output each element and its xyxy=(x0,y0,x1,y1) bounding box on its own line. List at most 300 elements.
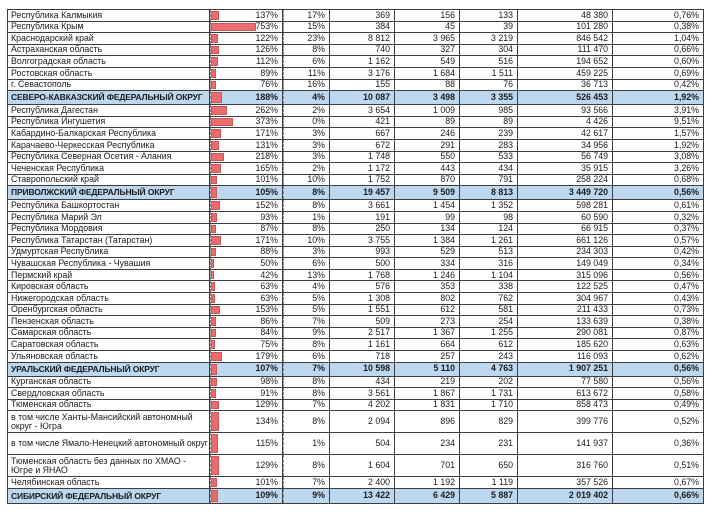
bar-cell[interactable] xyxy=(210,175,283,186)
percent-cell[interactable]: 4% xyxy=(283,281,330,292)
value-cell-4[interactable]: 315 096 xyxy=(518,270,613,281)
value-cell-3[interactable]: 1 710 xyxy=(460,400,518,411)
value-cell-1[interactable]: 576 xyxy=(330,281,395,292)
value-cell-1[interactable]: 421 xyxy=(330,117,395,128)
percent-cell[interactable]: 3% xyxy=(283,140,330,151)
value-cell-3[interactable]: 3 355 xyxy=(460,91,518,104)
percent-cell[interactable]: 23% xyxy=(283,33,330,44)
value-cell-3[interactable]: 516 xyxy=(460,56,518,67)
share-percent-cell[interactable]: 0,58% xyxy=(674,388,699,398)
value-cell-2[interactable]: 89 xyxy=(395,117,460,128)
percent-cell[interactable]: 2% xyxy=(283,163,330,174)
value-cell-3[interactable]: 3 219 xyxy=(460,33,518,44)
share-percent-cell[interactable]: 0,68% xyxy=(674,174,699,185)
share-percent-cell[interactable]: 0,43% xyxy=(674,293,699,303)
percent-cell[interactable]: 2% xyxy=(283,105,330,116)
region-name-cell[interactable]: Волгоградская область xyxy=(8,56,210,67)
region-name-cell[interactable]: Свердловская область xyxy=(8,388,210,399)
value-cell-1[interactable]: 8 812 xyxy=(330,33,395,44)
value-cell-1[interactable]: 1 768 xyxy=(330,270,395,281)
bar-cell[interactable] xyxy=(210,200,283,211)
region-name-cell[interactable]: Краснодарский край xyxy=(8,33,210,44)
value-cell-1[interactable]: 191 xyxy=(330,212,395,223)
percent-cell[interactable]: 17% xyxy=(283,10,330,21)
value-cell-4[interactable]: 234 303 xyxy=(518,247,613,258)
bar-cell[interactable] xyxy=(210,80,283,91)
value-cell-4[interactable]: 56 749 xyxy=(518,152,613,163)
value-cell-4[interactable]: 149 049 xyxy=(518,258,613,269)
percent-cell[interactable]: 8% xyxy=(283,377,330,388)
value-cell-3[interactable]: 124 xyxy=(460,224,518,235)
value-cell-2[interactable]: 550 xyxy=(395,152,460,163)
value-cell-3[interactable]: 8 813 xyxy=(460,186,518,199)
value-cell-1[interactable]: 369 xyxy=(330,10,395,21)
share-percent-cell[interactable]: 0,56% xyxy=(674,187,699,198)
value-cell-1[interactable]: 667 xyxy=(330,128,395,139)
value-cell-2[interactable]: 3 965 xyxy=(395,33,460,44)
value-cell-1[interactable]: 1 604 xyxy=(330,455,395,476)
bar-cell[interactable] xyxy=(210,339,283,350)
share-percent-cell[interactable]: 0,69% xyxy=(674,67,699,78)
value-cell-1[interactable]: 1 748 xyxy=(330,152,395,163)
bar-cell[interactable] xyxy=(210,477,283,488)
value-cell-4[interactable]: 101 280 xyxy=(518,22,613,33)
share-percent-cell[interactable]: 0,34% xyxy=(674,258,699,268)
value-cell-1[interactable]: 509 xyxy=(330,316,395,327)
percent-cell[interactable]: 11% xyxy=(283,68,330,79)
percent-cell[interactable]: 6% xyxy=(283,258,330,269)
region-name-cell[interactable]: УРАЛЬСКИЙ ФЕДЕРАЛЬНЫЙ ОКРУГ xyxy=(8,363,210,376)
value-cell-1[interactable]: 2 517 xyxy=(330,328,395,339)
value-cell-3[interactable]: 1 104 xyxy=(460,270,518,281)
bar-cell[interactable] xyxy=(210,224,283,235)
value-cell-4[interactable]: 122 525 xyxy=(518,281,613,292)
bar-cell[interactable] xyxy=(210,68,283,79)
value-cell-2[interactable]: 9 509 xyxy=(395,186,460,199)
value-cell-4[interactable]: 399 776 xyxy=(518,411,613,432)
bar-cell[interactable] xyxy=(210,105,283,116)
value-cell-3[interactable]: 243 xyxy=(460,351,518,362)
value-cell-2[interactable]: 1 192 xyxy=(395,477,460,488)
region-name-cell[interactable]: Республика Северная Осетия - Алания xyxy=(8,152,210,163)
region-name-cell[interactable]: Республика Татарстан (Татарстан) xyxy=(8,235,210,246)
value-cell-2[interactable]: 701 xyxy=(395,455,460,476)
value-cell-4[interactable]: 60 590 xyxy=(518,212,613,223)
percent-cell[interactable]: 8% xyxy=(283,455,330,476)
value-cell-4[interactable]: 194 652 xyxy=(518,56,613,67)
value-cell-1[interactable]: 250 xyxy=(330,224,395,235)
region-name-cell[interactable]: Челябинская область xyxy=(8,477,210,488)
share-percent-cell[interactable]: 1,92% xyxy=(674,92,699,102)
value-cell-4[interactable]: 459 225 xyxy=(518,68,613,79)
value-cell-2[interactable]: 896 xyxy=(395,411,460,432)
region-name-cell[interactable]: в том числе Ямало-Ненецкий автономный округ xyxy=(8,433,210,454)
value-cell-2[interactable]: 219 xyxy=(395,377,460,388)
percent-cell[interactable]: 0% xyxy=(283,117,330,128)
bar-cell[interactable] xyxy=(210,235,283,246)
value-cell-4[interactable]: 111 470 xyxy=(518,45,613,56)
value-cell-2[interactable]: 1 831 xyxy=(395,400,460,411)
value-cell-2[interactable]: 1 684 xyxy=(395,68,460,79)
value-cell-1[interactable]: 504 xyxy=(330,433,395,454)
percent-cell[interactable]: 8% xyxy=(283,339,330,350)
value-cell-3[interactable]: 338 xyxy=(460,281,518,292)
value-cell-1[interactable]: 13 422 xyxy=(330,489,395,503)
percent-cell[interactable]: 10% xyxy=(283,175,330,186)
percent-cell[interactable]: 8% xyxy=(283,411,330,432)
bar-cell[interactable] xyxy=(210,45,283,56)
value-cell-4[interactable]: 1 907 251 xyxy=(518,363,613,376)
region-name-cell[interactable]: СИБИРСКИЙ ФЕДЕРАЛЬНЫЙ ОКРУГ xyxy=(8,489,210,503)
value-cell-3[interactable]: 581 xyxy=(460,305,518,316)
value-cell-2[interactable]: 549 xyxy=(395,56,460,67)
share-percent-cell[interactable]: 0,42% xyxy=(674,79,699,90)
value-cell-4[interactable]: 66 915 xyxy=(518,224,613,235)
value-cell-1[interactable]: 1 172 xyxy=(330,163,395,174)
region-name-cell[interactable]: Республика Марий Эл xyxy=(8,212,210,223)
bar-cell[interactable] xyxy=(210,388,283,399)
value-cell-1[interactable]: 1 752 xyxy=(330,175,395,186)
bar-cell[interactable] xyxy=(210,363,283,376)
value-cell-2[interactable]: 443 xyxy=(395,163,460,174)
value-cell-4[interactable]: 93 566 xyxy=(518,105,613,116)
percent-cell[interactable]: 3% xyxy=(283,247,330,258)
percent-cell[interactable]: 5% xyxy=(283,293,330,304)
bar-cell[interactable] xyxy=(210,152,283,163)
value-cell-3[interactable]: 985 xyxy=(460,105,518,116)
value-cell-4[interactable]: 613 672 xyxy=(518,388,613,399)
share-percent-cell[interactable]: 0,66% xyxy=(674,490,699,501)
percent-cell[interactable]: 10% xyxy=(283,235,330,246)
value-cell-3[interactable]: 1 511 xyxy=(460,68,518,79)
value-cell-2[interactable]: 1 867 xyxy=(395,388,460,399)
value-cell-4[interactable]: 846 542 xyxy=(518,33,613,44)
value-cell-4[interactable]: 258 224 xyxy=(518,175,613,186)
share-percent-cell[interactable]: 0,61% xyxy=(674,200,699,210)
value-cell-4[interactable]: 116 093 xyxy=(518,351,613,362)
share-percent-cell[interactable]: 1,57% xyxy=(674,128,699,138)
bar-cell[interactable] xyxy=(210,56,283,67)
region-name-cell[interactable]: Курганская область xyxy=(8,377,210,388)
region-name-cell[interactable]: Астраханская область xyxy=(8,45,210,56)
region-name-cell[interactable]: г. Севастополь xyxy=(8,80,210,91)
bar-cell[interactable] xyxy=(210,270,283,281)
value-cell-3[interactable]: 1 119 xyxy=(460,477,518,488)
region-name-cell[interactable]: Нижегородская область xyxy=(8,293,210,304)
value-cell-2[interactable]: 1 246 xyxy=(395,270,460,281)
share-percent-cell[interactable]: 0,36% xyxy=(674,438,699,449)
region-name-cell[interactable]: Оренбургская область xyxy=(8,305,210,316)
value-cell-1[interactable]: 500 xyxy=(330,258,395,269)
percent-cell[interactable]: 15% xyxy=(283,22,330,33)
value-cell-2[interactable]: 134 xyxy=(395,224,460,235)
value-cell-3[interactable]: 239 xyxy=(460,128,518,139)
region-name-cell[interactable]: Тюменская область без данных по ХМАО - Югре и ЯНАО xyxy=(8,455,210,476)
value-cell-2[interactable]: 45 xyxy=(395,22,460,33)
value-cell-4[interactable]: 858 473 xyxy=(518,400,613,411)
share-percent-cell[interactable]: 0,56% xyxy=(674,363,699,374)
value-cell-4[interactable]: 35 915 xyxy=(518,163,613,174)
bar-cell[interactable] xyxy=(210,351,283,362)
bar-cell[interactable] xyxy=(210,293,283,304)
value-cell-4[interactable]: 290 081 xyxy=(518,328,613,339)
percent-cell[interactable]: 6% xyxy=(283,56,330,67)
value-cell-4[interactable]: 185 620 xyxy=(518,339,613,350)
value-cell-3[interactable]: 133 xyxy=(460,10,518,21)
value-cell-2[interactable]: 1 009 xyxy=(395,105,460,116)
value-cell-3[interactable]: 304 xyxy=(460,45,518,56)
share-percent-cell[interactable]: 0,32% xyxy=(674,211,699,222)
value-cell-1[interactable]: 718 xyxy=(330,351,395,362)
bar-cell[interactable] xyxy=(210,411,283,432)
value-cell-3[interactable]: 39 xyxy=(460,22,518,33)
region-name-cell[interactable]: Пензенская область xyxy=(8,316,210,327)
value-cell-3[interactable]: 829 xyxy=(460,411,518,432)
value-cell-2[interactable]: 291 xyxy=(395,140,460,151)
value-cell-1[interactable]: 740 xyxy=(330,45,395,56)
value-cell-4[interactable]: 661 126 xyxy=(518,235,613,246)
value-cell-2[interactable]: 870 xyxy=(395,175,460,186)
value-cell-4[interactable]: 316 760 xyxy=(518,455,613,476)
share-percent-cell[interactable]: 0,57% xyxy=(674,235,699,245)
percent-cell[interactable]: 9% xyxy=(283,328,330,339)
share-percent-cell[interactable]: 3,91% xyxy=(674,105,699,115)
region-name-cell[interactable]: Удмуртская Республика xyxy=(8,247,210,258)
bar-cell[interactable] xyxy=(210,117,283,128)
value-cell-3[interactable]: 98 xyxy=(460,212,518,223)
region-name-cell[interactable]: Республика Дагестан xyxy=(8,105,210,116)
region-name-cell[interactable]: Ростовская область xyxy=(8,68,210,79)
value-cell-2[interactable]: 99 xyxy=(395,212,460,223)
percent-cell[interactable]: 13% xyxy=(283,270,330,281)
percent-cell[interactable]: 8% xyxy=(283,224,330,235)
bar-cell[interactable] xyxy=(210,22,283,33)
value-cell-2[interactable]: 529 xyxy=(395,247,460,258)
value-cell-2[interactable]: 612 xyxy=(395,305,460,316)
value-cell-3[interactable]: 1 255 xyxy=(460,328,518,339)
bar-cell[interactable] xyxy=(210,328,283,339)
region-name-cell[interactable]: Чеченская Республика xyxy=(8,163,210,174)
value-cell-1[interactable]: 1 161 xyxy=(330,339,395,350)
region-name-cell[interactable]: Республика Башкортостан xyxy=(8,200,210,211)
bar-cell[interactable] xyxy=(210,258,283,269)
value-cell-2[interactable]: 257 xyxy=(395,351,460,362)
percent-cell[interactable]: 8% xyxy=(283,200,330,211)
value-cell-1[interactable]: 3 561 xyxy=(330,388,395,399)
value-cell-4[interactable]: 3 449 720 xyxy=(518,186,613,199)
value-cell-2[interactable]: 6 429 xyxy=(395,489,460,503)
value-cell-1[interactable]: 384 xyxy=(330,22,395,33)
share-percent-cell[interactable]: 0,60% xyxy=(674,56,699,67)
share-percent-cell[interactable]: 0,42% xyxy=(674,246,699,257)
bar-cell[interactable] xyxy=(210,377,283,388)
value-cell-3[interactable]: 4 763 xyxy=(460,363,518,376)
value-cell-4[interactable]: 4 426 xyxy=(518,117,613,128)
value-cell-2[interactable]: 3 498 xyxy=(395,91,460,104)
value-cell-1[interactable]: 19 457 xyxy=(330,186,395,199)
share-percent-cell[interactable]: 0,62% xyxy=(674,351,699,361)
value-cell-1[interactable]: 993 xyxy=(330,247,395,258)
value-cell-4[interactable]: 141 937 xyxy=(518,433,613,454)
percent-cell[interactable]: 1% xyxy=(283,433,330,454)
bar-cell[interactable] xyxy=(210,433,283,454)
bar-cell[interactable] xyxy=(210,489,283,503)
value-cell-1[interactable]: 10 087 xyxy=(330,91,395,104)
percent-cell[interactable]: 9% xyxy=(283,489,330,503)
value-cell-3[interactable]: 762 xyxy=(460,293,518,304)
value-cell-1[interactable]: 3 661 xyxy=(330,200,395,211)
bar-cell[interactable] xyxy=(210,281,283,292)
value-cell-2[interactable]: 1 454 xyxy=(395,200,460,211)
share-percent-cell[interactable]: 0,38% xyxy=(674,316,699,326)
region-name-cell[interactable]: ПРИВОЛЖСКИЙ ФЕДЕРАЛЬНЫЙ ОКРУГ xyxy=(8,186,210,199)
share-percent-cell[interactable]: 0,66% xyxy=(674,44,699,55)
region-name-cell[interactable]: Ульяновская область xyxy=(8,351,210,362)
percent-cell[interactable]: 7% xyxy=(283,477,330,488)
value-cell-1[interactable]: 1 162 xyxy=(330,56,395,67)
value-cell-2[interactable]: 156 xyxy=(395,10,460,21)
percent-cell[interactable]: 3% xyxy=(283,128,330,139)
percent-cell[interactable]: 8% xyxy=(283,388,330,399)
value-cell-3[interactable]: 231 xyxy=(460,433,518,454)
share-percent-cell[interactable]: 0,56% xyxy=(674,269,699,280)
value-cell-3[interactable]: 283 xyxy=(460,140,518,151)
share-percent-cell[interactable]: 0,63% xyxy=(674,339,699,350)
percent-cell[interactable]: 6% xyxy=(283,351,330,362)
value-cell-3[interactable]: 791 xyxy=(460,175,518,186)
value-cell-2[interactable]: 1 367 xyxy=(395,328,460,339)
percent-cell[interactable]: 7% xyxy=(283,400,330,411)
share-percent-cell[interactable]: 0,67% xyxy=(674,477,699,488)
percent-cell[interactable]: 5% xyxy=(283,305,330,316)
value-cell-3[interactable]: 202 xyxy=(460,377,518,388)
value-cell-4[interactable]: 598 281 xyxy=(518,200,613,211)
percent-cell[interactable]: 4% xyxy=(283,91,330,104)
share-percent-cell[interactable]: 0,51% xyxy=(674,460,699,471)
value-cell-3[interactable]: 1 261 xyxy=(460,235,518,246)
region-name-cell[interactable]: Тюменская область xyxy=(8,400,210,411)
region-name-cell[interactable]: Республика Крым xyxy=(8,22,210,33)
value-cell-4[interactable]: 526 453 xyxy=(518,91,613,104)
value-cell-1[interactable]: 1 308 xyxy=(330,293,395,304)
region-name-cell[interactable]: Республика Мордовия xyxy=(8,224,210,235)
value-cell-3[interactable]: 612 xyxy=(460,339,518,350)
value-cell-2[interactable]: 273 xyxy=(395,316,460,327)
share-percent-cell[interactable]: 0,52% xyxy=(674,416,699,427)
value-cell-1[interactable]: 2 400 xyxy=(330,477,395,488)
region-name-cell[interactable]: Пермский край xyxy=(8,270,210,281)
bar-cell[interactable] xyxy=(210,455,283,476)
percent-cell[interactable]: 7% xyxy=(283,363,330,376)
bar-cell[interactable] xyxy=(210,163,283,174)
share-percent-cell[interactable]: 0,47% xyxy=(674,281,699,292)
value-cell-4[interactable]: 357 526 xyxy=(518,477,613,488)
percent-cell[interactable]: 3% xyxy=(283,152,330,163)
value-cell-4[interactable]: 42 617 xyxy=(518,128,613,139)
value-cell-4[interactable]: 211 433 xyxy=(518,305,613,316)
bar-cell[interactable] xyxy=(210,400,283,411)
region-name-cell[interactable]: Кабардино-Балкарская Республика xyxy=(8,128,210,139)
share-percent-cell[interactable]: 0,37% xyxy=(674,223,699,234)
value-cell-2[interactable]: 353 xyxy=(395,281,460,292)
value-cell-4[interactable]: 34 956 xyxy=(518,140,613,151)
value-cell-1[interactable]: 3 755 xyxy=(330,235,395,246)
value-cell-2[interactable]: 327 xyxy=(395,45,460,56)
value-cell-1[interactable]: 4 202 xyxy=(330,400,395,411)
region-name-cell[interactable]: Саратовская область xyxy=(8,339,210,350)
value-cell-4[interactable]: 304 967 xyxy=(518,293,613,304)
percent-cell[interactable]: 7% xyxy=(283,316,330,327)
bar-cell[interactable] xyxy=(210,212,283,223)
value-cell-3[interactable]: 434 xyxy=(460,163,518,174)
value-cell-1[interactable]: 434 xyxy=(330,377,395,388)
value-cell-1[interactable]: 1 551 xyxy=(330,305,395,316)
value-cell-1[interactable]: 672 xyxy=(330,140,395,151)
share-percent-cell[interactable]: 3,08% xyxy=(674,151,699,162)
value-cell-3[interactable]: 533 xyxy=(460,152,518,163)
value-cell-3[interactable]: 5 887 xyxy=(460,489,518,503)
share-percent-cell[interactable]: 0,73% xyxy=(674,304,699,315)
value-cell-1[interactable]: 3 654 xyxy=(330,105,395,116)
bar-cell[interactable] xyxy=(210,316,283,327)
value-cell-2[interactable]: 246 xyxy=(395,128,460,139)
bar-cell[interactable] xyxy=(210,186,283,199)
region-name-cell[interactable]: Чувашская Республика - Чувашия xyxy=(8,258,210,269)
value-cell-3[interactable]: 316 xyxy=(460,258,518,269)
value-cell-2[interactable]: 802 xyxy=(395,293,460,304)
bar-cell[interactable] xyxy=(210,140,283,151)
value-cell-2[interactable]: 5 110 xyxy=(395,363,460,376)
value-cell-4[interactable]: 133 639 xyxy=(518,316,613,327)
value-cell-1[interactable]: 2 094 xyxy=(330,411,395,432)
share-percent-cell[interactable]: 1,92% xyxy=(674,139,699,150)
value-cell-4[interactable]: 2 019 402 xyxy=(518,489,613,503)
value-cell-2[interactable]: 234 xyxy=(395,433,460,454)
value-cell-3[interactable]: 650 xyxy=(460,455,518,476)
percent-cell[interactable]: 1% xyxy=(283,212,330,223)
value-cell-2[interactable]: 664 xyxy=(395,339,460,350)
value-cell-4[interactable]: 36 713 xyxy=(518,80,613,91)
share-percent-cell[interactable]: 9,51% xyxy=(674,116,699,127)
bar-cell[interactable] xyxy=(210,10,283,21)
value-cell-2[interactable]: 334 xyxy=(395,258,460,269)
value-cell-2[interactable]: 88 xyxy=(395,80,460,91)
value-cell-1[interactable]: 155 xyxy=(330,80,395,91)
bar-cell[interactable] xyxy=(210,128,283,139)
region-name-cell[interactable]: Республика Ингушетия xyxy=(8,117,210,128)
region-name-cell[interactable]: Кировская область xyxy=(8,281,210,292)
region-name-cell[interactable]: Республика Калмыкия xyxy=(8,10,210,21)
share-percent-cell[interactable]: 0,49% xyxy=(674,399,699,410)
share-percent-cell[interactable]: 0,38% xyxy=(674,21,699,32)
value-cell-1[interactable]: 3 176 xyxy=(330,68,395,79)
region-name-cell[interactable]: Карачаево-Черкесская Республика xyxy=(8,140,210,151)
share-percent-cell[interactable]: 1,04% xyxy=(674,33,699,43)
bar-cell[interactable] xyxy=(210,91,283,104)
value-cell-3[interactable]: 89 xyxy=(460,117,518,128)
bar-cell[interactable] xyxy=(210,247,283,258)
percent-cell[interactable]: 8% xyxy=(283,45,330,56)
value-cell-3[interactable]: 1 352 xyxy=(460,200,518,211)
share-percent-cell[interactable]: 0,56% xyxy=(674,376,699,387)
value-cell-1[interactable]: 10 598 xyxy=(330,363,395,376)
share-percent-cell[interactable]: 0,76% xyxy=(674,10,699,20)
percent-cell[interactable]: 16% xyxy=(283,80,330,91)
share-percent-cell[interactable]: 3,26% xyxy=(674,163,699,173)
value-cell-3[interactable]: 76 xyxy=(460,80,518,91)
percent-cell[interactable]: 8% xyxy=(283,186,330,199)
value-cell-4[interactable]: 48 380 xyxy=(518,10,613,21)
